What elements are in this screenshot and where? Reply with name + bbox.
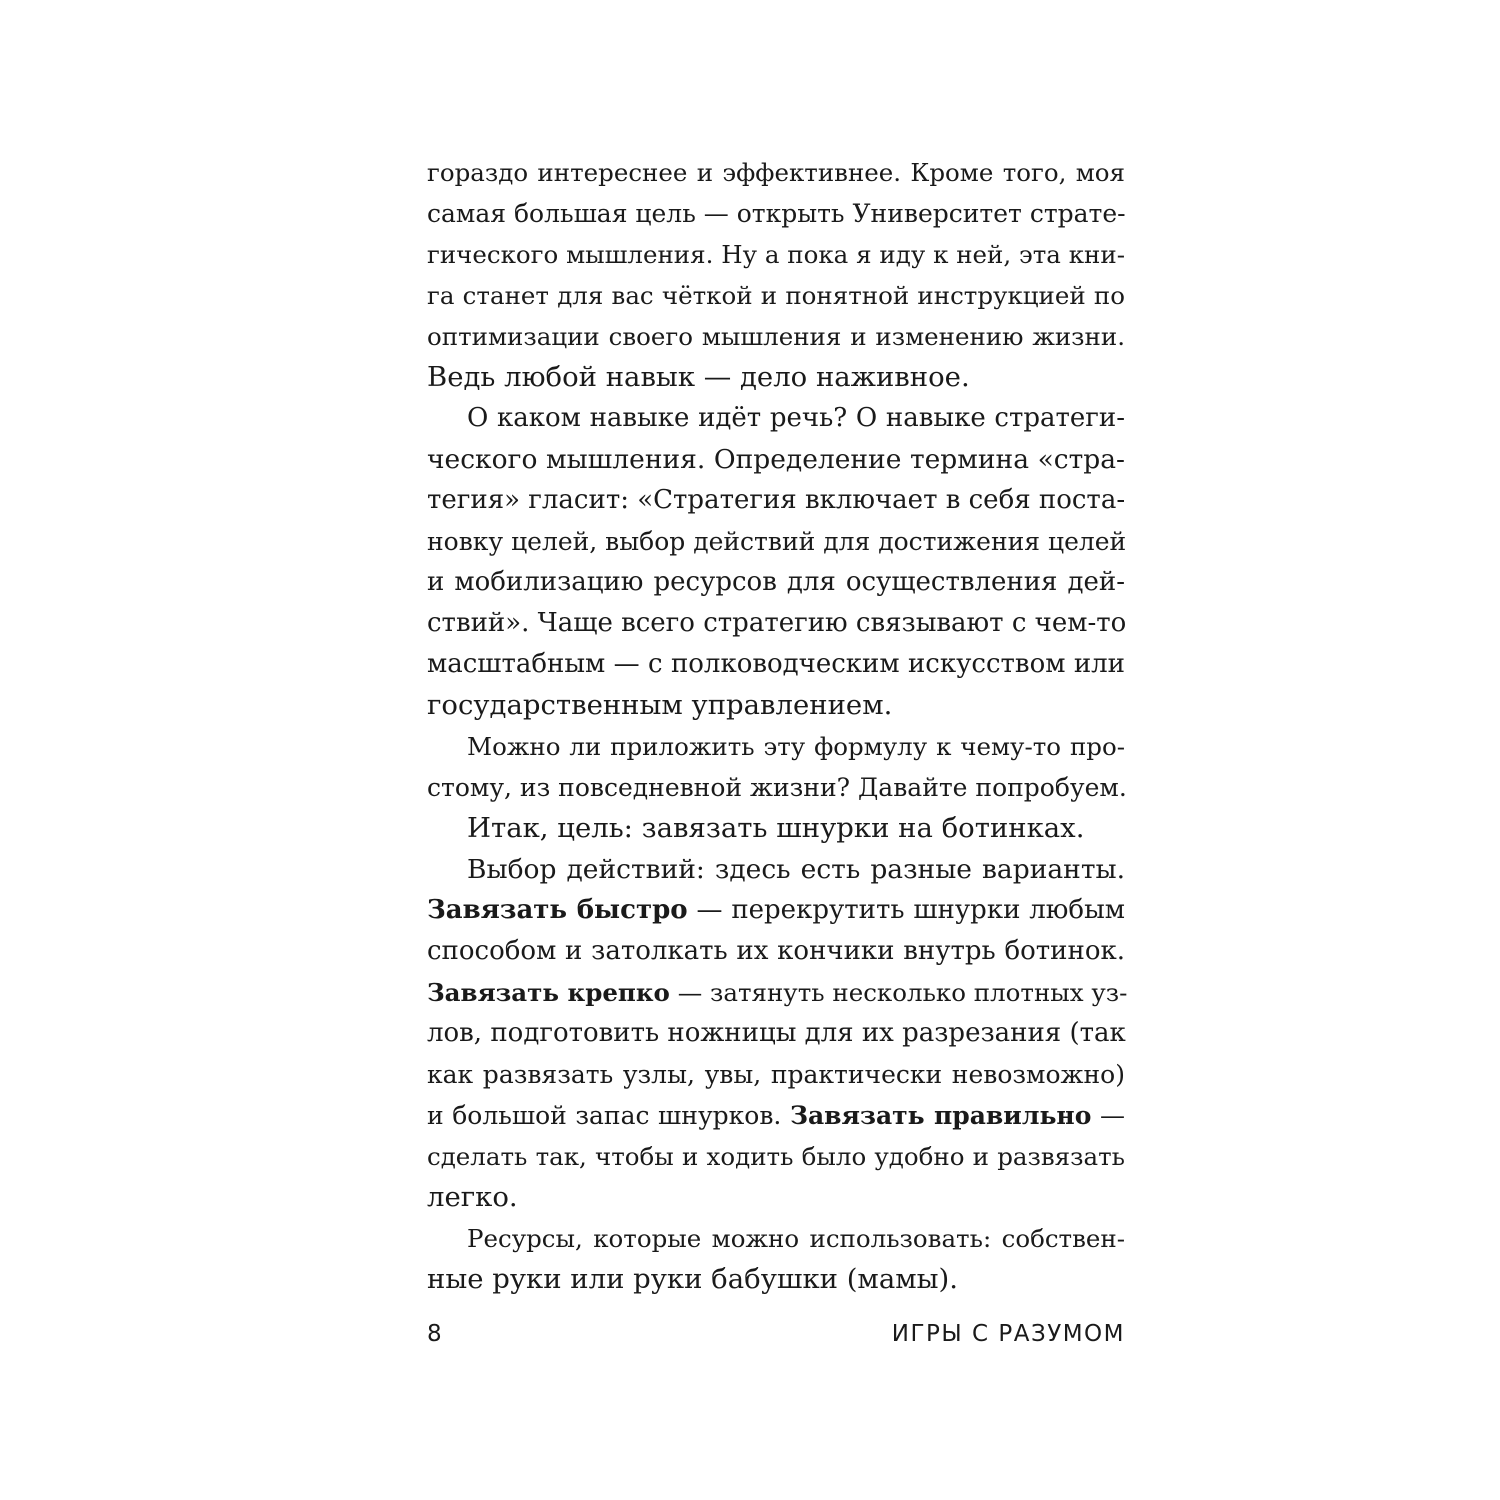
text-line: и мобилизацию ресурсов для осуществления дей- (427, 567, 1125, 597)
text-line: тегия» гласит: «Стратегия включает в себя поста- (427, 485, 1126, 515)
text-line: Итак, цель: завязать шнурки на ботинках. (467, 812, 1085, 844)
text-line: О каком навыке идёт речь? О навыке стратеги- (467, 403, 1125, 433)
text-line: государственным управлением. (427, 689, 893, 721)
text-line: Выбор действий: здесь есть разные варианты. (467, 854, 1125, 885)
text-line: гораздо интереснее и эффективнее. Кроме того, моя (427, 158, 1125, 187)
text-line: ческого мышления. Определение термина «стра- (427, 444, 1125, 475)
bold-term: Завязать правильно (789, 1101, 1092, 1130)
text-line: Завязать крепко — затянуть несколько плотных уз- (427, 978, 1128, 1007)
text-line: легко. (427, 1181, 518, 1213)
text-line: гического мышления. Ну а пока я иду к ней, эта кни- (427, 240, 1125, 269)
text-line: га станет для вас чёткой и понятной инструкцией по (427, 281, 1125, 310)
text-line: ствий». Чаще всего стратегию связывают с чем-то (427, 608, 1127, 638)
text-line: Можно ли приложить эту формулу к чему-то про- (467, 732, 1125, 761)
text-line: новку целей, выбор действий для достижения целей (427, 527, 1127, 556)
text-line: и большой запас шнурков. Завязать правильно — (427, 1101, 1125, 1130)
text-line: лов, подготовить ножницы для их разрезания (так (427, 1018, 1126, 1048)
bold-term: Завязать быстро (427, 895, 688, 925)
text-line: оптимизации своего мышления и изменению жизни. (427, 322, 1125, 351)
text-line: ные руки или руки бабушки (мамы). (427, 1263, 958, 1295)
text-line: Ресурсы, которые можно использовать: собствен- (467, 1224, 1125, 1253)
page-number: 8 (427, 1321, 442, 1347)
text-line: как развязать узлы, увы, практически невозможно) (427, 1060, 1125, 1089)
text-line: самая большая цель — открыть Университет страте- (427, 199, 1126, 228)
text-line: Ведь любой навык — дело наживное. (427, 361, 970, 393)
running-title: ИГРЫ С РАЗУМОМ (891, 1321, 1125, 1347)
text-line: сделать так, чтобы и ходить было удобно и развязать (427, 1142, 1125, 1171)
bold-term: Завязать крепко (427, 978, 670, 1007)
text-line: Завязать быстро — перекрутить шнурки любым (427, 895, 1125, 925)
text-line: способом и затолкать их кончики внутрь ботинок. (427, 936, 1125, 966)
text-line: масштабным — с полководческим искусством или (427, 649, 1125, 679)
text-line: стому, из повседневной жизни? Давайте попробуем. (427, 773, 1127, 802)
